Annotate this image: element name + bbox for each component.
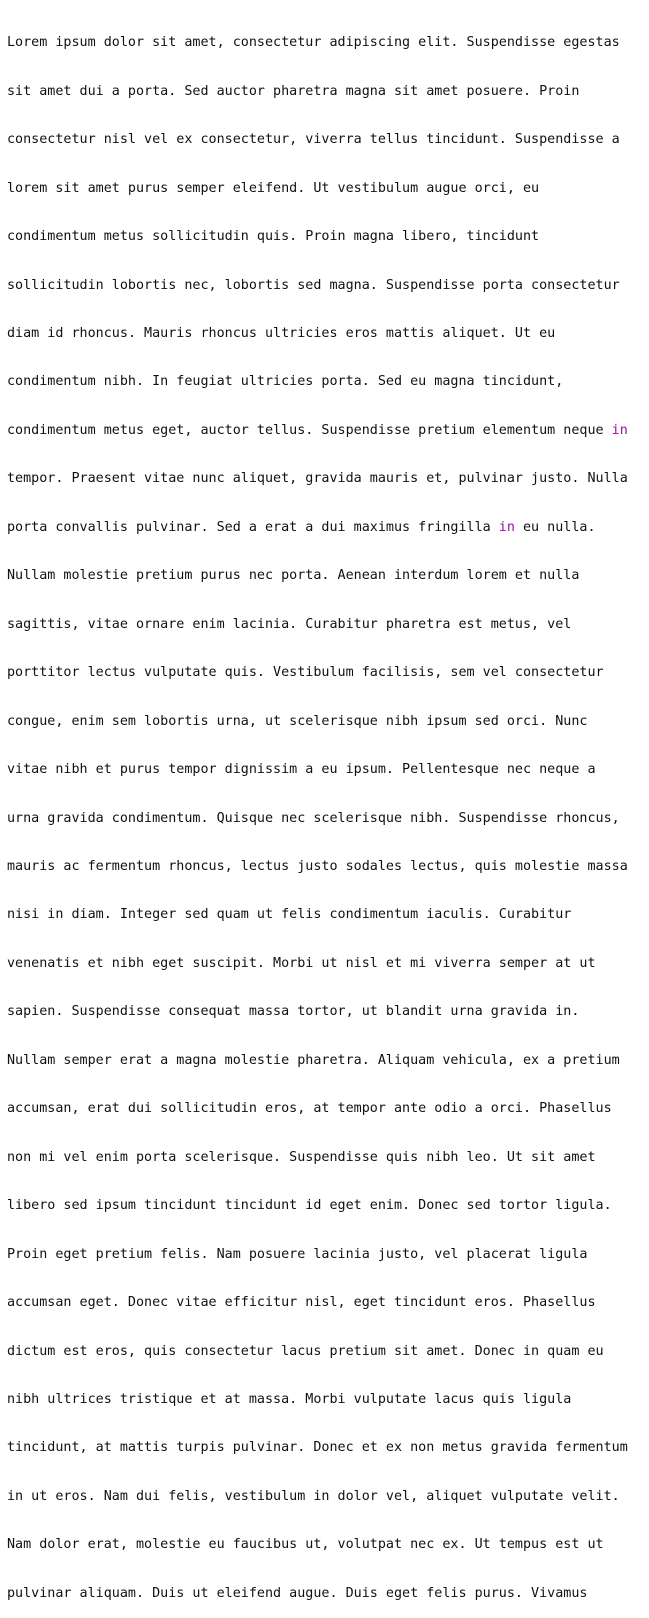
text-line: libero sed ipsum tincidunt tincidunt id eget enim. Donec sed tortor ligula.	[7, 1198, 612, 1214]
text-line-with-highlight	[7, 520, 649, 536]
text-line: tincidunt, at mattis turpis pulvinar. Donec et ex non metus gravida fermentum	[7, 1440, 628, 1456]
text-line-with-highlight	[7, 423, 649, 439]
text-line: mauris ac fermentum rhoncus, lectus justo sodales lectus, quis molestie massa	[7, 859, 628, 875]
text-line: nibh ultrices tristique et at massa. Morbi vulputate lacus quis ligula	[7, 1392, 572, 1407]
text-line: sit amet dui a porta. Sed auctor pharetra magna sit amet posuere. Proin	[7, 83, 580, 99]
text-line: lorem sit amet purus semper eleifend. Ut vestibulum augue orci, eu	[7, 180, 540, 196]
text-line: porttitor lectus vulputate quis. Vestibulum facilisis, sem vel consectetur	[7, 665, 604, 681]
text-line: Nullam molestie pretium purus nec porta. Aenean interdum lorem et nulla	[7, 568, 580, 584]
text-line: condimentum metus sollicitudin quis. Proin magna libero, tincidunt	[7, 229, 540, 245]
text-line: accumsan eget. Donec vitae efficitur nisl, eget tincidunt eros. Phasellus	[7, 1295, 596, 1311]
text-line: consectetur nisl vel ex consectetur, viverra tellus tincidunt. Suspendisse a	[7, 132, 620, 148]
text-line: condimentum nibh. In feugiat ultricies porta. Sed eu magna tincidunt,	[7, 374, 564, 390]
text-line: dictum est eros, quis consectetur lacus pretium sit amet. Donec in quam eu	[7, 1343, 604, 1359]
text-line: in ut eros. Nam dui felis, vestibulum in dolor vel, aliquet vulputate velit.	[7, 1488, 620, 1504]
text-line: accumsan, erat dui sollicitudin eros, at tempor ante odio a orci. Phasellus	[7, 1101, 612, 1117]
text-line: Nullam semper erat a magna molestie pharetra. Aliquam vehicula, ex a pretium	[7, 1052, 620, 1068]
text-line: venenatis et nibh eget suscipit. Morbi ut nisl et mi viverra semper at ut	[7, 955, 596, 971]
text-line: sapien. Suspendisse consequat massa tortor, ut blandit urna gravida in.	[7, 1004, 580, 1020]
text-line: non mi vel enim porta scelerisque. Suspendisse quis nibh leo. Ut sit amet	[7, 1149, 596, 1165]
text-segment: condimentum metus eget, auctor tellus. Suspendisse pretium elementum neque	[7, 422, 612, 438]
text-line: Nam dolor erat, molestie eu faucibus ut, volutpat nec ex. Ut tempus est ut	[7, 1537, 604, 1553]
text-line: Proin eget pretium felis. Nam posuere lacinia justo, vel placerat ligula	[7, 1246, 588, 1262]
text-editor[interactable]	[7, 3, 649, 1618]
text-line: tempor. Praesent vitae nunc aliquet, gravida mauris et, pulvinar justo. Nulla	[7, 471, 628, 487]
text-line: pulvinar aliquam. Duis ut eleifend augue. Duis eget felis purus. Vivamus	[7, 1585, 588, 1601]
text-line: diam id rhoncus. Mauris rhoncus ultricies eros mattis aliquet. Ut eu	[7, 326, 556, 342]
text-line: Lorem ipsum dolor sit amet, consectetur adipiscing elit. Suspendisse egestas	[7, 35, 620, 51]
search-match-highlight: in	[611, 422, 628, 438]
text-line: nisi in diam. Integer sed quam ut felis condimentum iaculis. Curabitur	[7, 907, 572, 923]
text-segment: eu nulla.	[514, 519, 596, 535]
text-segment: porta convallis pulvinar. Sed a erat a dui maximus fringilla	[7, 519, 499, 535]
text-line: vitae nibh et purus tempor dignissim a eu ipsum. Pellentesque nec neque a	[7, 762, 596, 778]
text-line: congue, enim sem lobortis urna, ut scelerisque nibh ipsum sed orci. Nunc	[7, 713, 588, 729]
text-line: sollicitudin lobortis nec, lobortis sed magna. Suspendisse porta consectetur	[7, 277, 620, 293]
text-line: sagittis, vitae ornare enim lacinia. Curabitur pharetra est metus, vel	[7, 616, 572, 632]
text-line: urna gravida condimentum. Quisque nec scelerisque nibh. Suspendisse rhoncus,	[7, 810, 620, 826]
search-match-highlight: in	[498, 519, 515, 535]
